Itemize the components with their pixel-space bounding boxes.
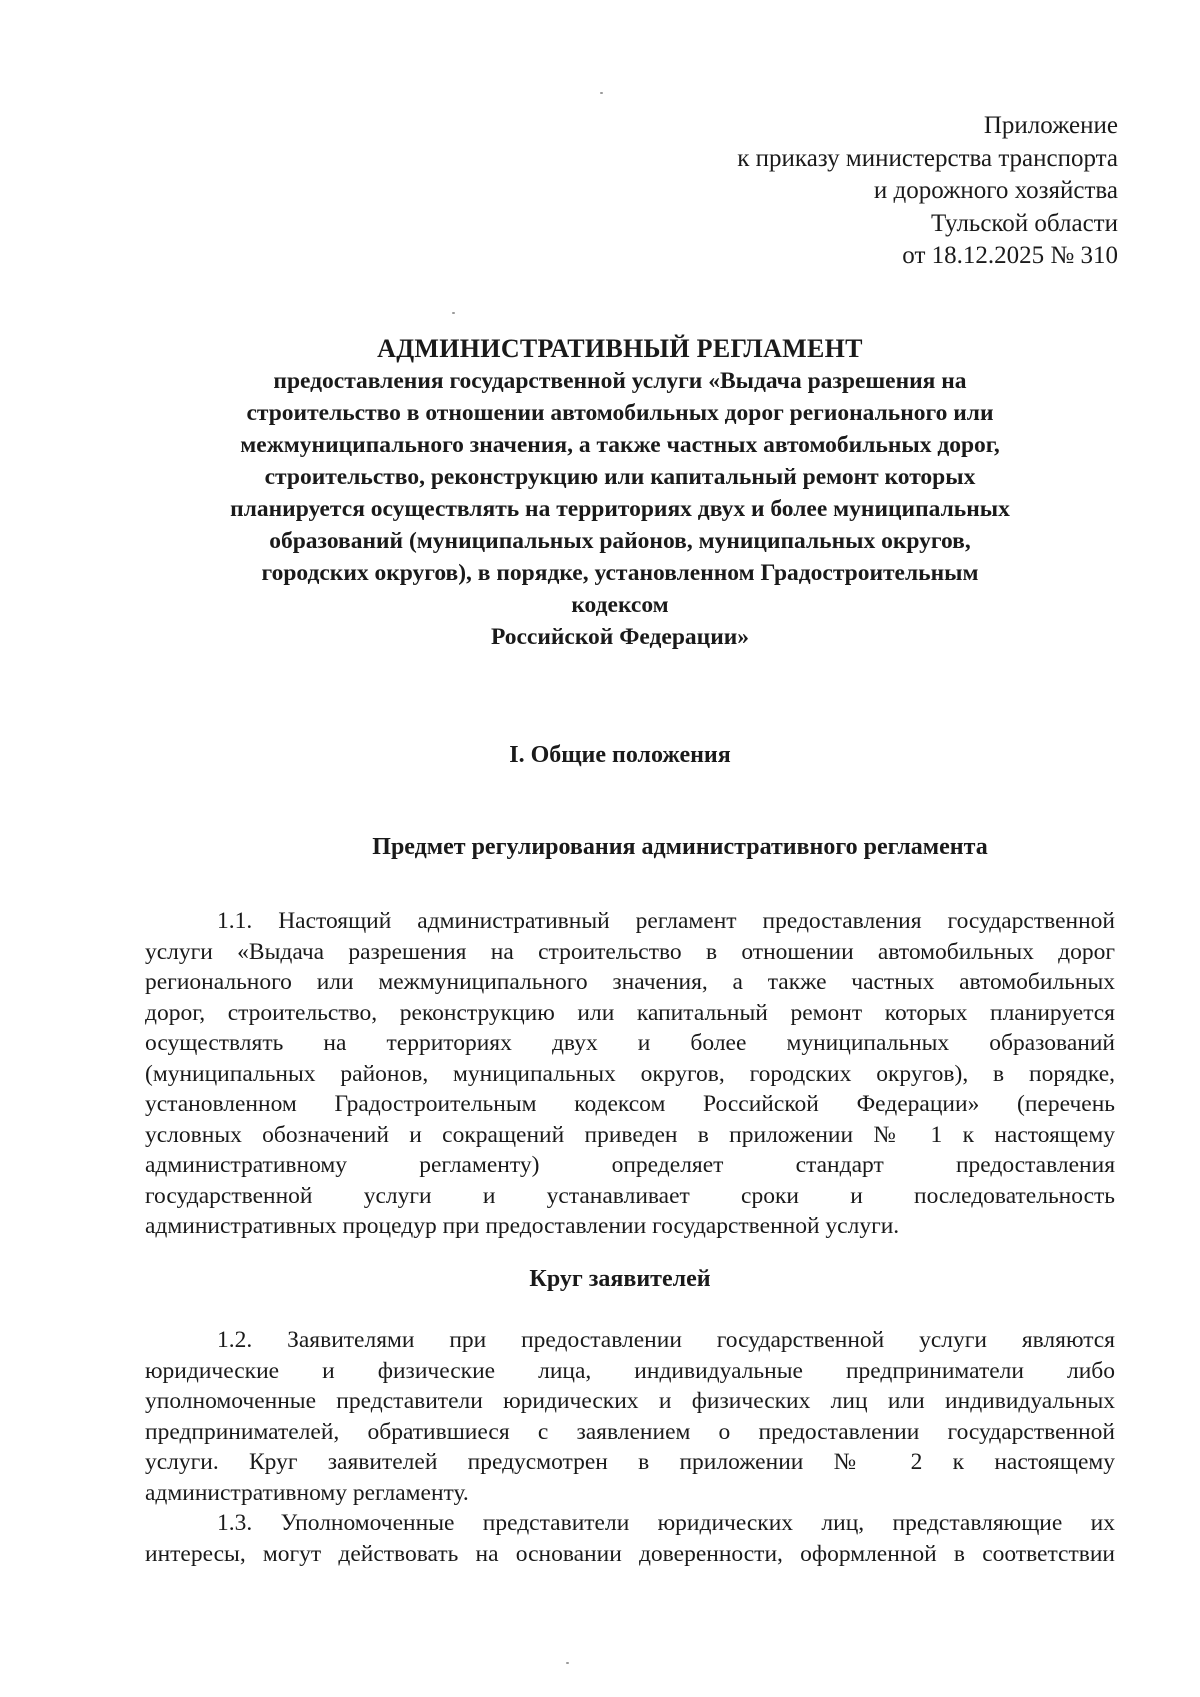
subsection-heading-subject: Предмет регулирования административного регламента [372,834,988,860]
paragraph-line: уполномоченные представители юридических и физических лиц или индивидуальных [145,1388,1115,1414]
paragraph-line: административному регламенту) определяет стандарт предоставления [145,1152,1115,1178]
scan-speck [600,92,603,94]
paragraph-line: (муниципальных районов, муниципальных округов, городских округов), в порядке, [145,1060,1115,1087]
paragraph-1-1 [145,906,1115,1242]
appendix-line: от 18.12.2025 № 310 [902,242,1118,269]
paragraph-line: 1.2. Заявителями при предоставлении государственной услуги являются [217,1327,1115,1353]
paragraph-1-3 [145,1508,1115,1569]
document-subtitle-line: предоставления государственной услуги «Выдача разрешения на [273,368,967,394]
paragraph-line: услуги «Выдача разрешения на строительство в отношении автомобильных дорог [145,938,1115,965]
paragraph-line: услуги. Круг заявителей предусмотрен в приложении № 2 к настоящему [145,1449,1115,1475]
paragraph-line: государственной услуги и устанавливает сроки и последовательность [145,1182,1115,1209]
section-heading-general: I. Общие положения [509,742,731,768]
document-subtitle-line: межмуниципального значения, а также частных автомобильных дорог, [240,432,1000,458]
paragraph-line: предпринимателей, обратившиеся с заявлением о предоставлении государственной [145,1418,1115,1445]
document-subtitle-line: кодексом [571,592,669,618]
scan-speck [452,312,455,314]
appendix-line: и дорожного хозяйства [873,177,1118,204]
document-subtitle-line: строительство в отношении автомобильных дорог регионального или [246,400,994,426]
paragraph-line: условных обозначений и сокращений приведен в приложении № 1 к настоящему [145,1121,1115,1148]
document-subtitle-line: строительство, реконструкцию или капитальный ремонт которых [264,464,976,490]
document-subtitle-line: городских округов), в порядке, установленном Градостроительным [261,560,979,586]
document-subtitle-line: образований (муниципальных районов, муниципальных округов, [269,528,971,554]
document-title: АДМИНИСТРАТИВНЫЙ РЕГЛАМЕНТ [377,334,863,363]
paragraph-line: установленном Градостроительным кодексом Российской Федерации» (перечень [145,1091,1115,1117]
paragraph-line: дорог, строительство, реконструкцию или капитальный ремонт которых планируется [145,999,1115,1026]
document-title-block [140,333,1100,653]
scan-speck [566,1662,569,1664]
paragraph-line: административных процедур при предоставлении государственной услуги. [145,1213,900,1239]
document-subtitle-line: Российской Федерации» [490,624,750,650]
paragraph-line: осуществлять на территориях двух и более муниципальных образований [145,1030,1115,1056]
paragraph-line: регионального или межмуниципального значения, а также частных автомобильных [145,969,1115,995]
paragraph-line: 1.1. Настоящий административный регламент предоставления государственной [217,908,1115,934]
document-subtitle-line: планируется осуществлять на территориях двух и более муниципальных [230,496,1010,522]
subsection-heading-applicants: Круг заявителей [529,1266,711,1292]
appendix-line: Приложение [983,112,1118,139]
paragraph-1-2 [145,1325,1115,1508]
appendix-line: Тульской области [931,209,1118,237]
paragraph-line: юридические и физические лица, индивидуальные предприниматели либо [145,1357,1115,1384]
appendix-reference [737,110,1118,273]
paragraph-line: административному регламенту. [145,1479,469,1506]
appendix-line: к приказу министерства транспорта [737,144,1118,172]
paragraph-line: интересы, могут действовать на основании доверенности, оформленной в соответствии [145,1540,1115,1567]
paragraph-line: 1.3. Уполномоченные представители юридических лиц, представляющие их [217,1510,1115,1536]
